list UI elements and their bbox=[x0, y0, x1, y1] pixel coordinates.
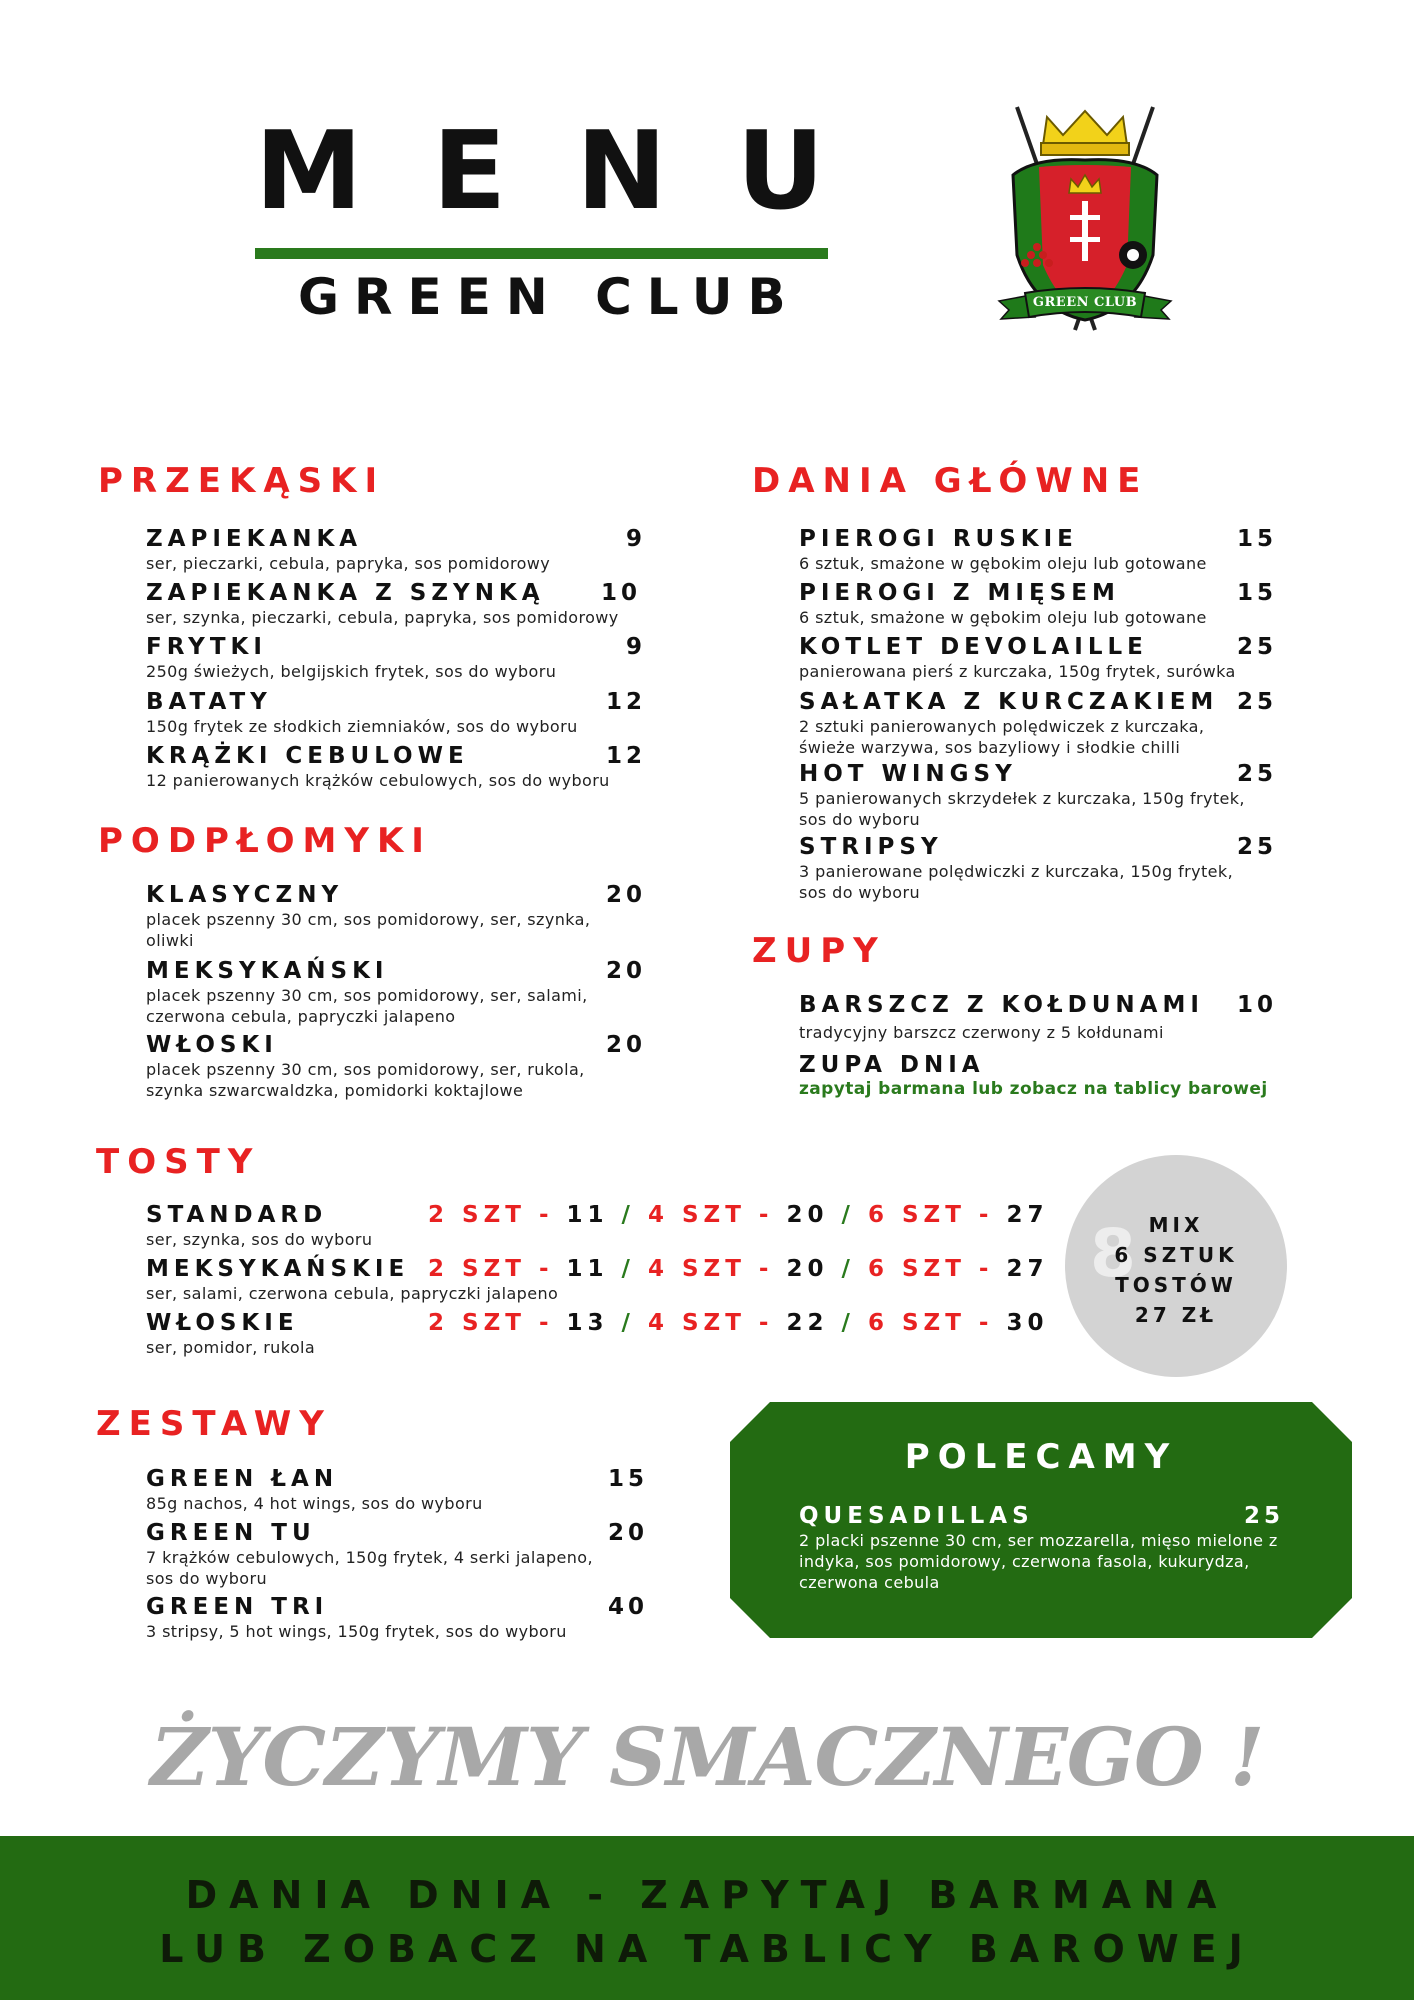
menu-item bbox=[799, 633, 1277, 682]
menu-item bbox=[146, 688, 646, 737]
item-description: 3 stripsy, 5 hot wings, 150g frytek, sos do wyboru bbox=[146, 1622, 567, 1641]
item-name: ZAPIEKANKA Z SZYNKĄ bbox=[146, 580, 545, 606]
separator: / bbox=[841, 1256, 855, 1282]
menu-item bbox=[799, 525, 1277, 574]
item-name: GREEN ŁAN bbox=[146, 1466, 339, 1492]
menu-item bbox=[799, 1502, 1284, 1593]
item-name: BARSZCZ Z KOŁDUNAMI bbox=[799, 992, 1204, 1018]
item-name: BATATY bbox=[146, 689, 272, 715]
qty-label-2: 2 SZT - bbox=[428, 1202, 554, 1228]
tost-item bbox=[146, 1309, 315, 1358]
footer-line: DANIA DNIA - ZAPYTAJ BARMANA bbox=[185, 1873, 1229, 1917]
menu-item bbox=[146, 881, 646, 951]
item-price: 15 bbox=[607, 1466, 648, 1492]
item-price: 25 bbox=[1236, 634, 1277, 660]
qty-label-4: 4 SZT - bbox=[647, 1256, 774, 1282]
section-title-zupy: ZUPY bbox=[752, 931, 886, 971]
mix-line: TOSTÓW bbox=[1115, 1273, 1237, 1297]
price-2: 11 bbox=[566, 1256, 609, 1282]
item-description: placek pszenny 30 cm, sos pomidorowy, ser, salami, czerwona cebula, papryczki jalapeno bbox=[146, 986, 588, 1026]
item-description: 250g świeżych, belgijskich frytek, sos do wyboru bbox=[146, 662, 557, 681]
club-name: GREEN CLUB bbox=[298, 268, 801, 326]
item-price: 10 bbox=[1236, 992, 1277, 1018]
item-price: 10 bbox=[600, 580, 641, 606]
item-description: 7 krążków cebulowych, 150g frytek, 4 serki jalapeno, sos do wyboru bbox=[146, 1548, 593, 1588]
menu-item bbox=[146, 742, 646, 791]
item-price: 9 bbox=[625, 526, 646, 552]
qty-label-4: 4 SZT - bbox=[647, 1310, 774, 1336]
item-description: 5 panierowanych skrzydełek z kurczaka, 150g frytek, sos do wyboru bbox=[799, 789, 1245, 829]
item-name: QUESADILLAS bbox=[799, 1503, 1034, 1529]
item-name: FRYTKI bbox=[146, 634, 267, 660]
menu-item bbox=[799, 991, 1277, 1043]
item-price: 40 bbox=[607, 1594, 648, 1620]
menu-title: MENU bbox=[255, 109, 895, 234]
eight-ball-icon: 8 bbox=[1090, 1215, 1136, 1292]
qty-label-6: 6 SZT - bbox=[867, 1256, 994, 1282]
section-title-tosty: TOSTY bbox=[96, 1142, 261, 1182]
price-2: 13 bbox=[566, 1310, 609, 1336]
qty-label-6: 6 SZT - bbox=[867, 1310, 994, 1336]
item-name: ZAPIEKANKA bbox=[146, 526, 363, 552]
menu-item bbox=[146, 633, 646, 682]
title-divider bbox=[255, 248, 828, 259]
item-name: KOTLET DEVOLAILLE bbox=[799, 634, 1148, 660]
item-name: MEKSYKAŃSKIE bbox=[146, 1256, 410, 1282]
item-description: ser, szynka, pieczarki, cebula, papryka, sos pomidorowy bbox=[146, 608, 619, 627]
item-price: 20 bbox=[605, 958, 646, 984]
separator: / bbox=[841, 1310, 855, 1336]
item-description: 6 sztuk, smażone w gębokim oleju lub gotowane bbox=[799, 554, 1207, 573]
item-name: PIEROGI Z MIĘSEM bbox=[799, 580, 1120, 606]
item-description: 6 sztuk, smażone w gębokim oleju lub gotowane bbox=[799, 608, 1207, 627]
item-description: ser, pomidor, rukola bbox=[146, 1338, 316, 1357]
item-price: 12 bbox=[605, 743, 646, 769]
tost-item bbox=[146, 1201, 372, 1250]
item-name: ZUPA DNIA bbox=[799, 1052, 985, 1078]
item-description: 3 panierowane polędwiczki z kurczaka, 150g frytek, sos do wyboru bbox=[799, 862, 1234, 902]
item-name: STRIPSY bbox=[799, 834, 943, 860]
footer-banner bbox=[0, 1836, 1414, 2000]
qty-label-6: 6 SZT - bbox=[867, 1202, 994, 1228]
item-name: SAŁATKA Z KURCZAKIEM bbox=[799, 689, 1219, 715]
menu-item bbox=[146, 1519, 648, 1589]
item-description: panierowana pierś z kurczaka, 150g frytek, surówka bbox=[799, 662, 1236, 681]
item-description: 150g frytek ze słodkich ziemniaków, sos do wyboru bbox=[146, 717, 578, 736]
item-price: 20 bbox=[605, 1032, 646, 1058]
separator: / bbox=[841, 1202, 855, 1228]
item-description: ser, szynka, sos do wyboru bbox=[146, 1230, 373, 1249]
section-title-podplomyki: PODPŁOMYKI bbox=[98, 821, 432, 861]
qty-label-2: 2 SZT - bbox=[428, 1310, 554, 1336]
item-description: 85g nachos, 4 hot wings, sos do wyboru bbox=[146, 1494, 483, 1513]
separator: / bbox=[621, 1202, 635, 1228]
menu-item bbox=[146, 1593, 648, 1642]
item-description: placek pszenny 30 cm, sos pomidorowy, ser, rukola, szynka szwarcwaldzka, pomidorki koktajlowe bbox=[146, 1060, 585, 1100]
tost-price-row bbox=[428, 1309, 1048, 1337]
item-name: MEKSYKAŃSKI bbox=[146, 958, 389, 984]
item-description: tradycyjny barszcz czerwony z 5 kołdunami bbox=[799, 1023, 1164, 1042]
logo-ribbon-text: GREEN CLUB bbox=[1032, 295, 1138, 310]
item-description: 2 sztuki panierowanych polędwiczek z kurczaka, świeże warzywa, sos bazyliowy i słodkie chilli bbox=[799, 717, 1205, 757]
item-name: STANDARD bbox=[146, 1202, 328, 1228]
greeting-text: ŻYCZYMY SMACZNEGO ! bbox=[150, 1710, 1264, 1804]
item-price: 9 bbox=[625, 634, 646, 660]
item-price: 25 bbox=[1236, 761, 1277, 787]
price-6: 30 bbox=[1006, 1310, 1049, 1336]
section-title-przekaski: PRZEKĄSKI bbox=[98, 461, 386, 501]
item-name: KRĄŻKI CEBULOWE bbox=[146, 743, 469, 769]
green-club-logo bbox=[995, 105, 1175, 350]
mix-line: 6 SZTUK bbox=[1114, 1243, 1238, 1267]
menu-item bbox=[146, 525, 646, 574]
price-4: 22 bbox=[786, 1310, 829, 1336]
menu-item bbox=[146, 957, 646, 1027]
item-price: 25 bbox=[1236, 834, 1277, 860]
menu-item bbox=[799, 833, 1277, 903]
item-name: GREEN TRI bbox=[146, 1594, 329, 1620]
price-2: 11 bbox=[566, 1202, 609, 1228]
tost-price-row bbox=[428, 1201, 1048, 1229]
menu-item bbox=[146, 579, 641, 628]
price-6: 27 bbox=[1006, 1202, 1049, 1228]
tost-price-row bbox=[428, 1255, 1048, 1283]
item-description: ser, salami, czerwona cebula, papryczki jalapeno bbox=[146, 1284, 559, 1303]
item-name: WŁOSKIE bbox=[146, 1310, 299, 1336]
item-name: KLASYCZNY bbox=[146, 882, 344, 908]
item-price: 15 bbox=[1236, 580, 1277, 606]
item-price: 25 bbox=[1243, 1503, 1284, 1529]
item-description: ser, pieczarki, cebula, papryka, sos pomidorowy bbox=[146, 554, 551, 573]
menu-item bbox=[799, 1051, 1319, 1100]
qty-label-4: 4 SZT - bbox=[647, 1202, 774, 1228]
polecamy-title: POLECAMY bbox=[904, 1437, 1178, 1477]
mix-badge-text bbox=[1065, 1210, 1287, 1330]
item-price: 20 bbox=[605, 882, 646, 908]
section-title-dania-glowne: DANIA GŁÓWNE bbox=[752, 461, 1149, 501]
price-4: 20 bbox=[786, 1256, 829, 1282]
item-price: 15 bbox=[1236, 526, 1277, 552]
menu-item bbox=[146, 1031, 646, 1101]
menu-item bbox=[799, 760, 1277, 830]
item-price: 25 bbox=[1236, 689, 1277, 715]
item-description: placek pszenny 30 cm, sos pomidorowy, ser, szynka, oliwki bbox=[146, 910, 591, 950]
item-name: PIEROGI RUSKIE bbox=[799, 526, 1078, 552]
separator: / bbox=[621, 1256, 635, 1282]
item-price: 12 bbox=[605, 689, 646, 715]
mix-line: MIX bbox=[1148, 1213, 1204, 1237]
item-price: 20 bbox=[607, 1520, 648, 1546]
mix-line: 27 ZŁ bbox=[1134, 1303, 1218, 1327]
menu-item bbox=[799, 688, 1277, 758]
menu-item bbox=[799, 579, 1277, 628]
item-name: HOT WINGSY bbox=[799, 761, 1017, 787]
item-name: WŁOSKI bbox=[146, 1032, 278, 1058]
item-description: 12 panierowanych krążków cebulowych, sos do wyboru bbox=[146, 771, 610, 790]
item-description: 2 placki pszenne 30 cm, ser mozzarella, mięso mielone z indyka, sos pomidorowy, czerwona fasola, kukurydza, czerwona cebula bbox=[799, 1531, 1278, 1592]
price-6: 27 bbox=[1006, 1256, 1049, 1282]
price-4: 20 bbox=[786, 1202, 829, 1228]
item-description-highlight: zapytaj barmana lub zobacz na tablicy barowej bbox=[799, 1079, 1268, 1099]
qty-label-2: 2 SZT - bbox=[428, 1256, 554, 1282]
separator: / bbox=[621, 1310, 635, 1336]
menu-item bbox=[146, 1465, 648, 1514]
footer-line: LUB ZOBACZ NA TABLICY BAROWEJ bbox=[159, 1927, 1255, 1971]
section-title-zestawy: ZESTAWY bbox=[96, 1404, 332, 1444]
item-name: GREEN TU bbox=[146, 1520, 316, 1546]
